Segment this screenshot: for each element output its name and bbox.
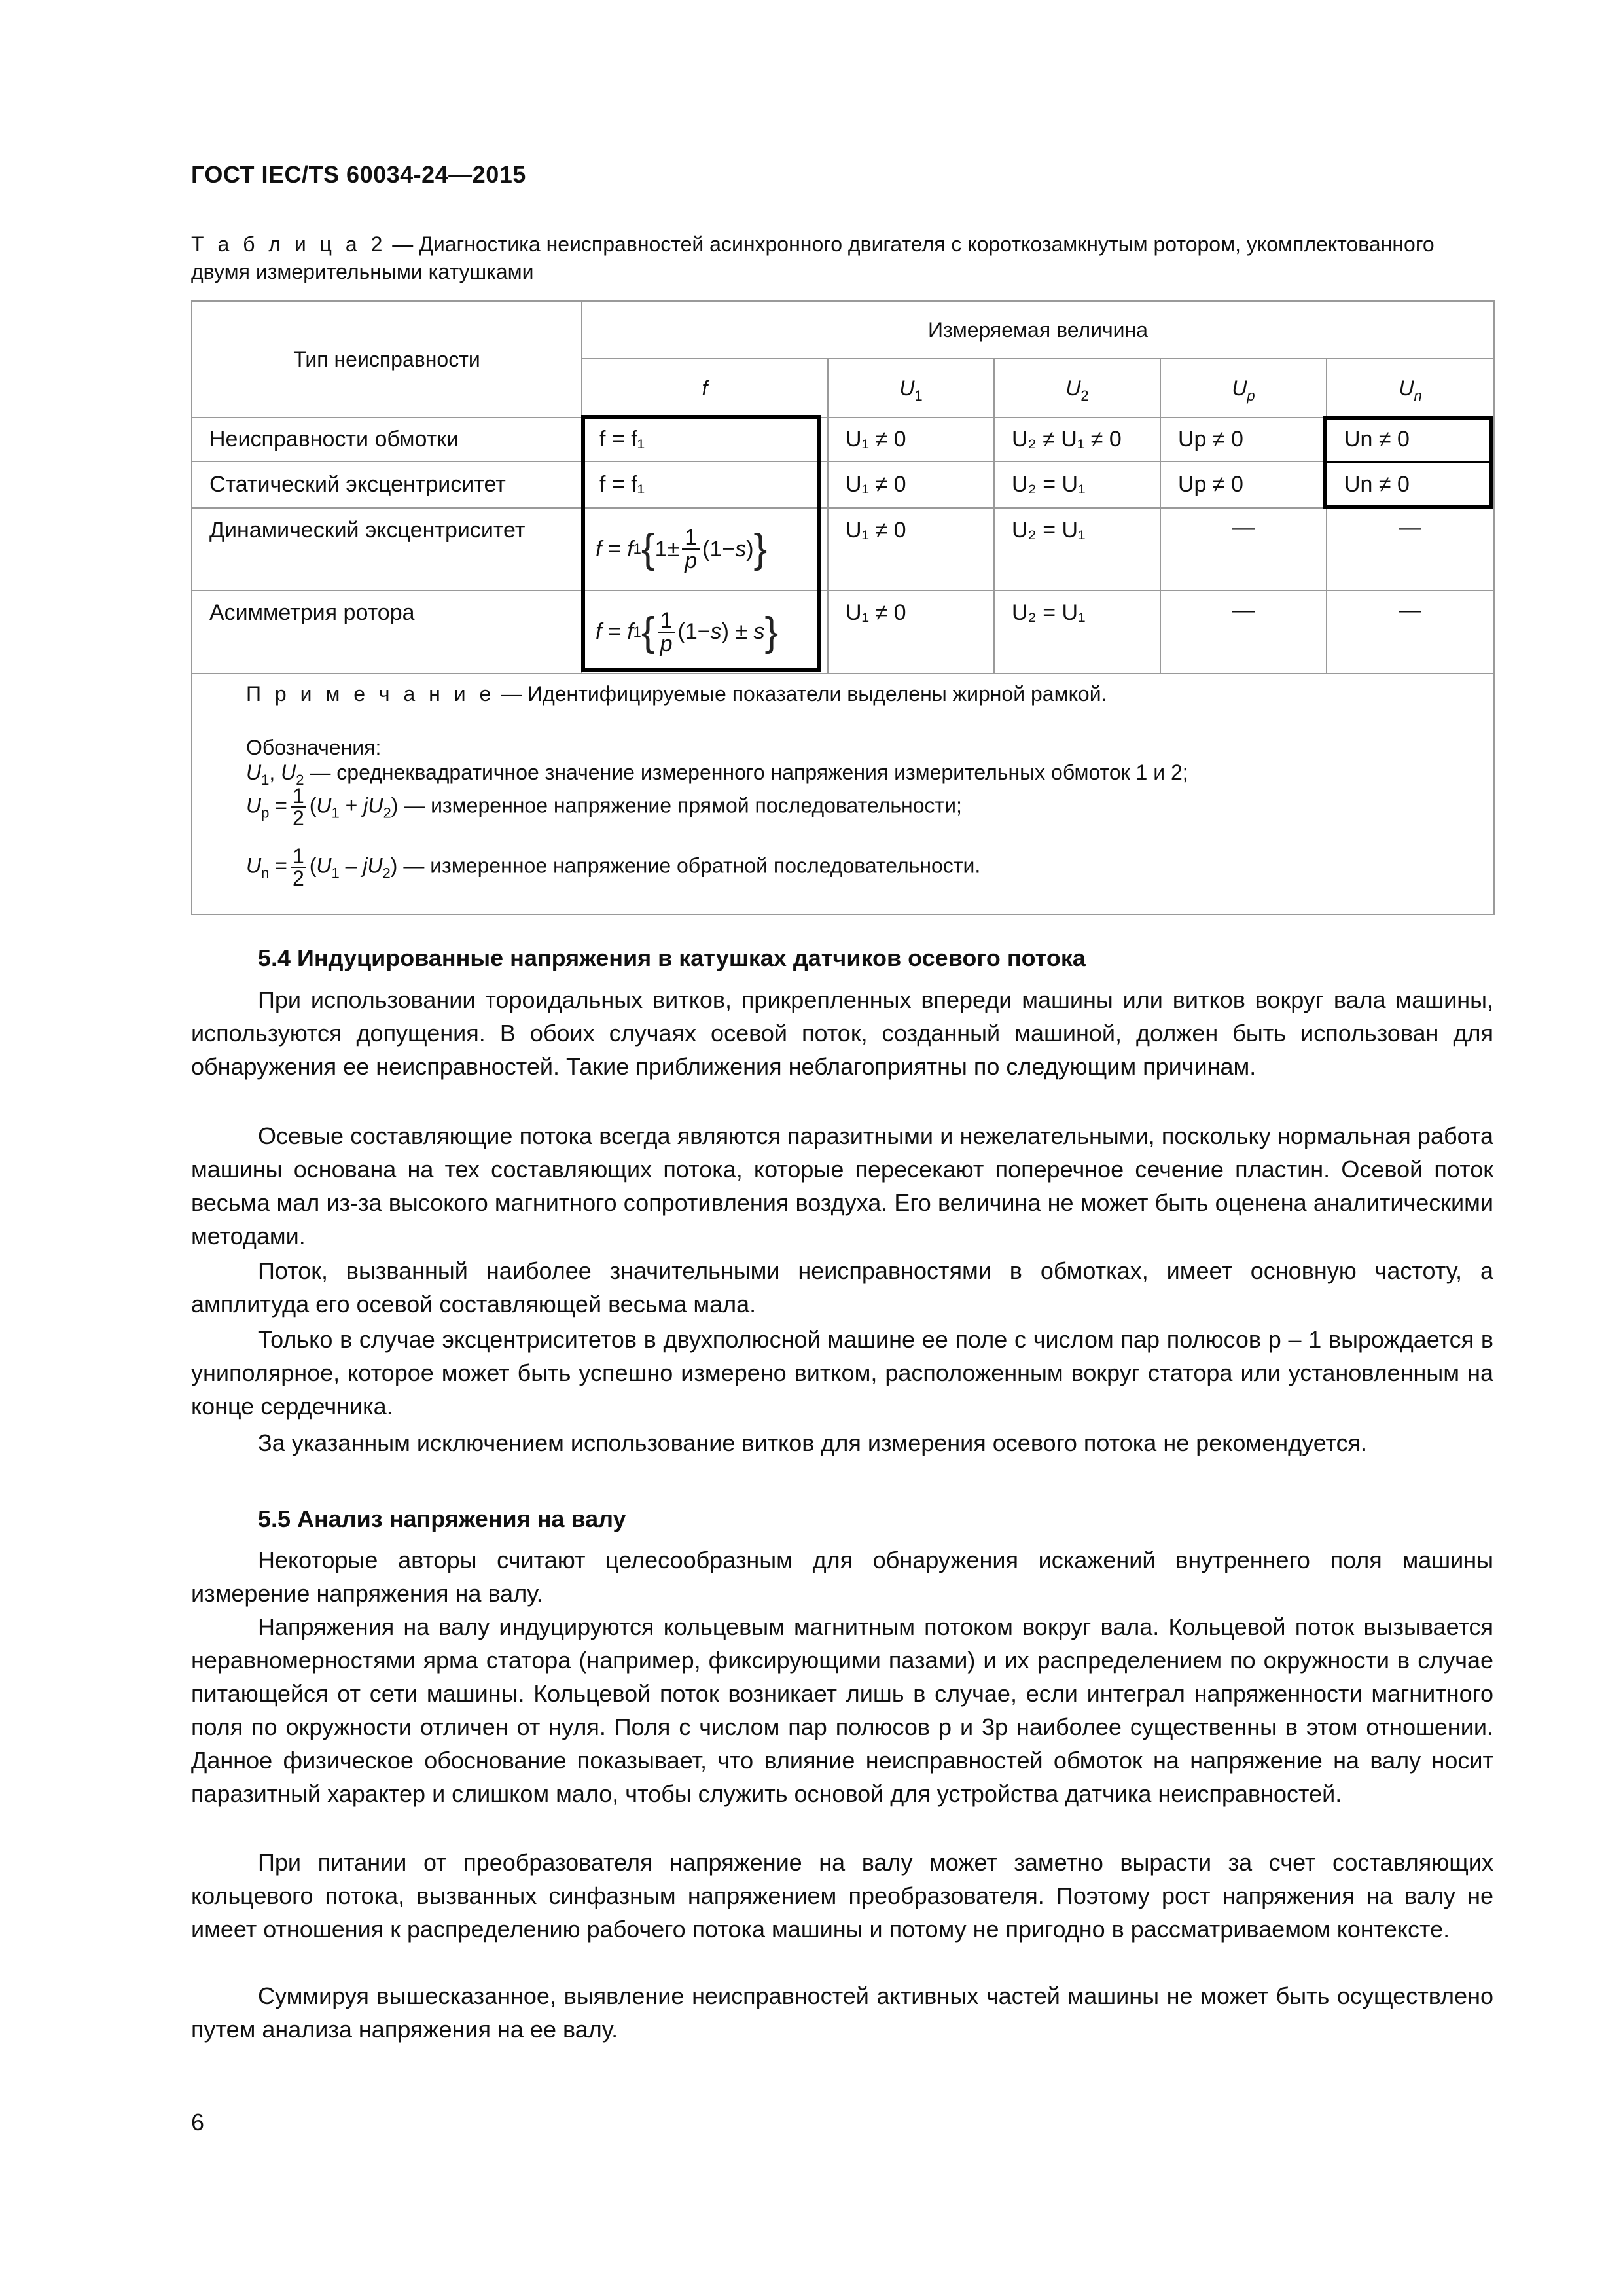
u2-cell: U₂ = U₁ xyxy=(994,590,1160,673)
f-cell: f = f₁ xyxy=(582,418,828,461)
table-caption-label: Т а б л и ц а 2 xyxy=(191,232,387,256)
table-row xyxy=(192,590,1494,673)
paragraph: Осевые составляющие потока всегда являются паразитными и нежелательными, поскольку нормальная работа машины основана на тех составляющих потока, которые пересекают поперечное сечение пластин. Осевой поток весьма мал из-за высокого магнитного сопротивления воздуха. Его величина не может быть оценена аналитическими методами. xyxy=(191,1122,1493,1249)
diagnostics-table xyxy=(191,300,1495,915)
un-cell: Un ≠ 0 xyxy=(1327,461,1494,508)
section-title: 5.4 Индуцированные напряжения в катушках датчиков осевого потока xyxy=(258,944,1086,971)
legend-u1-u2: $U_1$, $U_2$ — среднеквадратичное значение измеренного напряжения измерительных обмоток 1 и 2; xyxy=(246,761,1188,788)
fault-type-cell: Статический эксцентриситет xyxy=(192,461,582,508)
up-cell: — xyxy=(1160,590,1327,673)
u1-cell: U₁ ≠ 0 xyxy=(828,461,994,508)
table-caption xyxy=(191,230,1493,285)
table-row xyxy=(192,508,1494,590)
f-cell xyxy=(582,590,828,673)
fault-type-cell: Неисправности обмотки xyxy=(192,418,582,461)
paragraph: Только в случае эксцентриситетов в двухполюсной машине ее поле с числом пар полюсов p – 1 вырождается в униполярное, которое может быть успешно измерено витком, расположенным вокруг статора или установленным на конце сердечника. xyxy=(191,1326,1493,1420)
up-cell: Up ≠ 0 xyxy=(1160,418,1327,461)
paragraph: При использовании тороидальных витков, прикрепленных впереди машины или витков вокруг вала машины, используются допущения. В обоих случаях осевой поток, созданный машиной, должен быть использован для обнаружения ее неисправностей. Такие приближения неблагоприятны по следующим причинам. xyxy=(191,986,1493,1080)
note-line: П р и м е ч а н и е — Идентифицируемые показатели выделены жирной рамкой. xyxy=(246,682,1107,706)
header-f: f xyxy=(582,359,828,418)
paragraph: Некоторые авторы считают целесообразным для обнаружения искажений внутреннего поля машины измерение напряжения на валу. xyxy=(191,1547,1493,1607)
paragraph: Суммируя вышесказанное, выявление неисправностей активных частей машины не может быть осуществлено путем анализа напряжения на ее валу. xyxy=(191,1982,1493,2043)
u1-cell: U₁ ≠ 0 xyxy=(828,508,994,590)
u1-cell: U₁ ≠ 0 xyxy=(828,590,994,673)
up-cell: — xyxy=(1160,508,1327,590)
fault-type-cell: Динамический эксцентриситет xyxy=(192,508,582,590)
u1-cell: U₁ ≠ 0 xyxy=(828,418,994,461)
fault-type-cell: Асимметрия ротора xyxy=(192,590,582,673)
header-up: $U_p$ xyxy=(1160,359,1327,418)
un-cell: — xyxy=(1327,508,1494,590)
paragraph: При питании от преобразователя напряжение на валу может заметно вырасти за счет составляющих кольцевого потока, вызванных синфазным напряжением преобразователя. Поэтому рост напряжения на валу не имеет отношения к распределению рабочего потока машины и потому не пригодно в рассматриваемом контексте. xyxy=(191,1849,1493,1943)
paragraph: За указанным исключением использование витков для измерения осевого потока не рекомендуется. xyxy=(258,1429,1368,1456)
header-un: $U_n$ xyxy=(1327,359,1494,418)
un-cell: Un ≠ 0 xyxy=(1327,418,1494,461)
u2-cell: U₂ ≠ U₁ ≠ 0 xyxy=(994,418,1160,461)
table-row xyxy=(192,418,1494,461)
table-caption-text: — Диагностика неисправностей асинхронного двигателя с короткозамкнутым ротором, укомплектованного двумя измерительными катушками xyxy=(191,232,1435,283)
bold-frame-un-divider xyxy=(1323,461,1493,463)
table-note xyxy=(192,673,1494,914)
legend-up: $U_p$ = $\frac{1}{2}$ $(U_1 + jU_2)$ — измеренное напряжение прямой последовательности; xyxy=(246,784,962,830)
u2-cell: U₂ = U₁ xyxy=(994,508,1160,590)
up-cell: Up ≠ 0 xyxy=(1160,461,1327,508)
paragraph: Напряжения на валу индуцируются кольцевым магнитным потоком вокруг вала. Кольцевой поток вызывается неравномерностями ярма статора (например, фиксирующими пазами) и их распределением по окружности в случае питающейся от сети машины. Кольцевой поток возникает лишь в случае, если интеграл напряженности магнитного поля по окружности отличен от нуля. Поля с числом пар полюсов p и 3p наиболее существенны в этом отношении. Данное физическое обоснование показывает, что влияние неисправностей обмоток на напряжение на валу носит паразитный характер и слишком мало, чтобы служить основой для устройства датчика неисправностей. xyxy=(191,1613,1493,1807)
legend-title: Обозначения: xyxy=(246,736,382,759)
header-u2: $U_2$ xyxy=(994,359,1160,418)
paragraph: Поток, вызванный наиболее значительными неисправностями в обмотках, имеет основную частоту, а амплитуда его осевой составляющей весьма мала. xyxy=(191,1257,1493,1318)
header-measured-value: Измеряемая величина xyxy=(582,301,1494,359)
document-header: ГОСТ IEC/TS 60034-24—2015 xyxy=(191,161,526,188)
u2-cell: U₂ = U₁ xyxy=(994,461,1160,508)
table-row xyxy=(192,461,1494,508)
section-title: 5.5 Анализ напряжения на валу xyxy=(258,1505,626,1532)
formula-rotor-asymmetry: f = f 1 { $\frac{1}{p}$ (1− s ) ± s } xyxy=(596,607,779,656)
legend-un: $U_n$ = $\frac{1}{2}$ $(U_1 - jU_2)$ — измеренное напряжение обратной последовательности. xyxy=(246,844,981,890)
page-number: 6 xyxy=(191,2109,205,2136)
header-u1: $U_1$ xyxy=(828,359,994,418)
f-cell: f = f₁ xyxy=(582,461,828,508)
f-cell xyxy=(582,508,828,590)
un-cell: — xyxy=(1327,590,1494,673)
formula-dynamic-eccentricity: f = f 1 { 1± $\frac{1}{p}$ (1− s ) } xyxy=(596,525,768,573)
header-fault-type: Тип неисправности xyxy=(192,301,582,418)
